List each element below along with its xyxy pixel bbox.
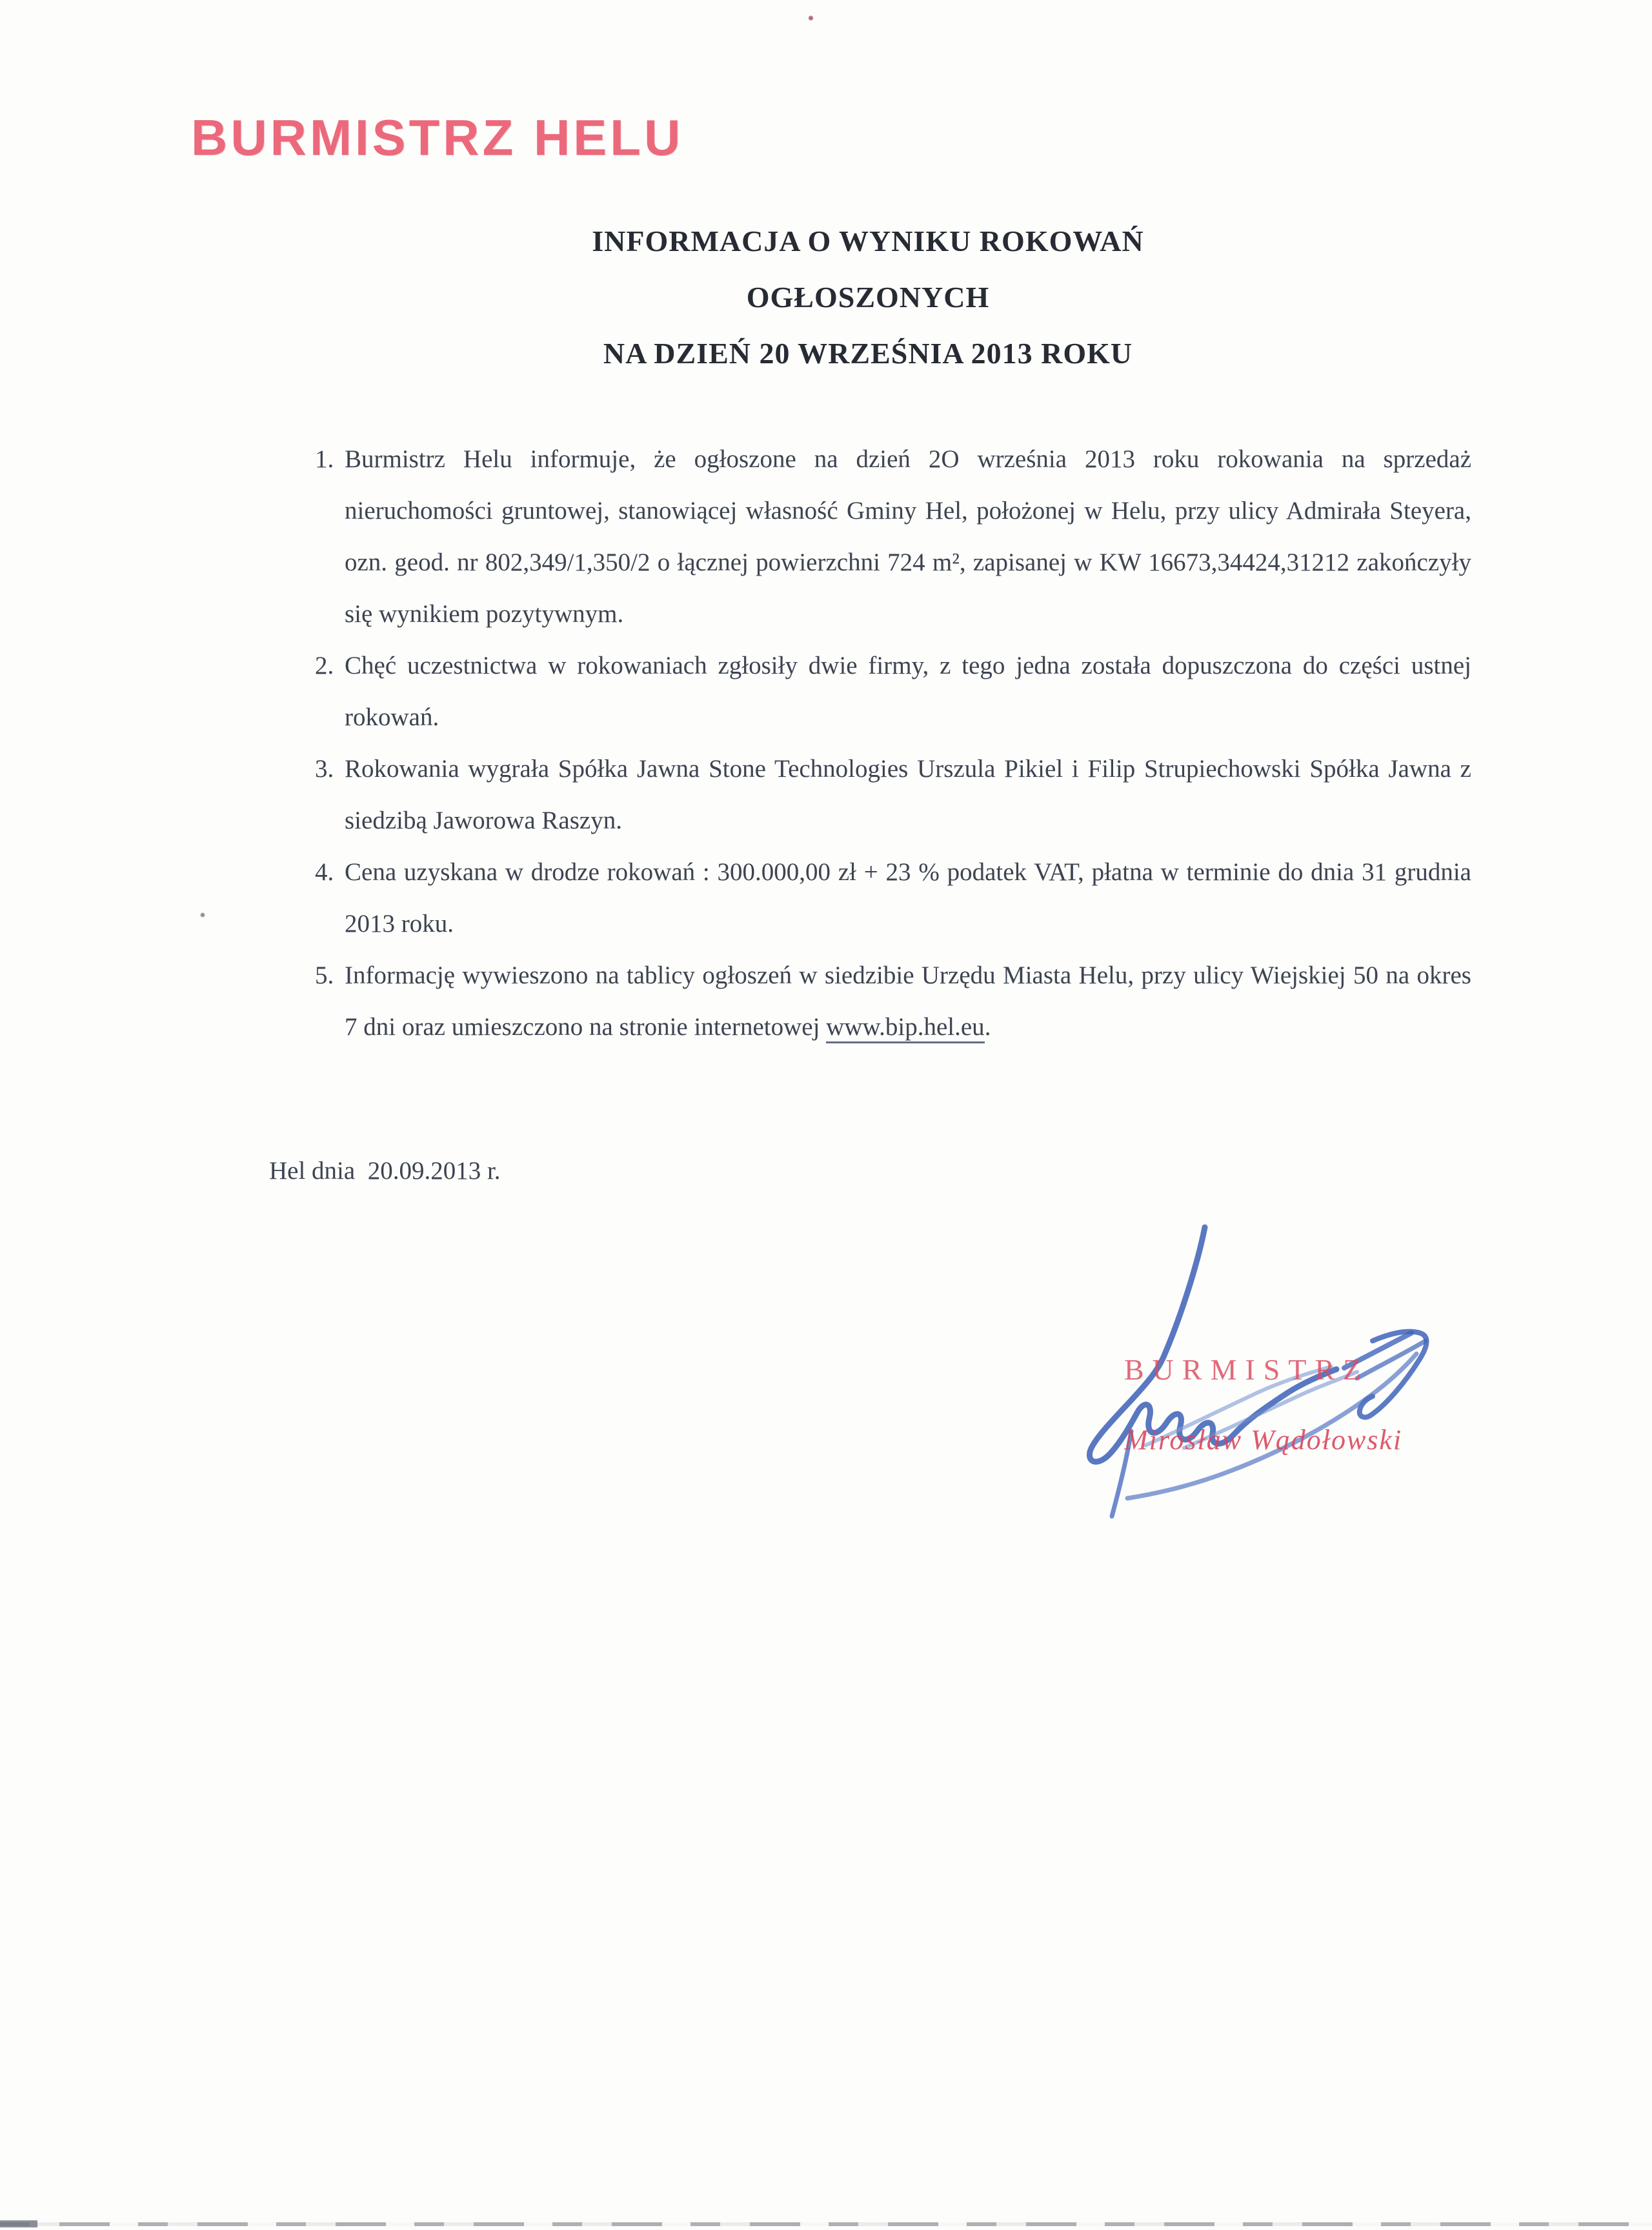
list-item xyxy=(315,434,1471,640)
title-line-2: OGŁOSZONYCH xyxy=(746,281,990,314)
list-item-text: Cena uzyskana w drodze rokowań : 300.000,00 zł + 23 % podatek VAT, płatna w terminie do dnia 31 grudnia 2013 roku. xyxy=(345,858,1471,938)
list-item-text: Rokowania wygrała Spółka Jawna Stone Technologies Urszula Pikiel i Filip Strupiechowski Spółka Jawna z siedzibą Jaworowa Raszyn. xyxy=(345,755,1471,834)
signature-stamp-role: BURMISTRZ xyxy=(1124,1353,1370,1386)
office-stamp-burmistrz-helu: BURMISTRZ HELU xyxy=(191,109,684,166)
list-item xyxy=(315,640,1471,743)
list-item-text: Chęć uczestnictwa w rokowaniach zgłosiły dwie firmy, z tego jedna została dopuszczona do części ustnej rokowań. xyxy=(345,652,1471,731)
title-line-1: INFORMACJA O WYNIKU ROKOWAŃ xyxy=(592,225,1144,257)
title-line-3: NA DZIEŃ 20 WRZEŚNIA 2013 ROKU xyxy=(603,337,1133,370)
place-date-line: Hel dnia 20.09.2013 r. xyxy=(269,1157,501,1185)
list-item-text xyxy=(345,950,1471,1053)
list-item xyxy=(315,743,1471,847)
list-item-text: Burmistrz Helu informuje, że ogłoszone na dzień 2O września 2013 roku rokowania na sprzedaż nieruchomości gruntowej, stanowiącej własność Gminy Hel, położonej w Helu, przy ulicy Admirała Steyera, ozn. geod. nr 802,349/1,350/2 o łącznej powierzchni 724 m², zapisanej w KW 16673,34424,31212 zakończyły się wynikiem pozytywnym. xyxy=(345,445,1471,628)
document-title xyxy=(245,213,1491,381)
signature-stamp-name: Mirosław Wądołowski xyxy=(1124,1424,1403,1456)
list-item-number: 1. xyxy=(315,445,334,473)
list-item-number: 5. xyxy=(315,961,334,989)
list-item-number: 4. xyxy=(315,858,334,886)
scanner-edge-artifact-corner xyxy=(0,2220,37,2227)
list-item-text-after-link: . xyxy=(984,1013,991,1041)
list-item-number: 2. xyxy=(315,652,334,679)
list-item-text-before-link: Informację wywieszono na tablicy ogłoszeń w siedzibie Urzędu Miasta Helu, przy ulicy Wiejskiej 50 na okres 7 dni oraz umieszczono na stronie internetowej xyxy=(345,961,1471,1041)
numbered-list xyxy=(315,434,1471,1053)
list-item xyxy=(315,950,1471,1053)
list-item xyxy=(315,847,1471,950)
scan-speck xyxy=(808,15,814,21)
scanner-edge-artifact xyxy=(0,2222,1652,2226)
scan-speck xyxy=(200,912,205,918)
list-item-number: 3. xyxy=(315,755,334,783)
printed-url: www.bip.hel.eu xyxy=(826,1013,985,1043)
